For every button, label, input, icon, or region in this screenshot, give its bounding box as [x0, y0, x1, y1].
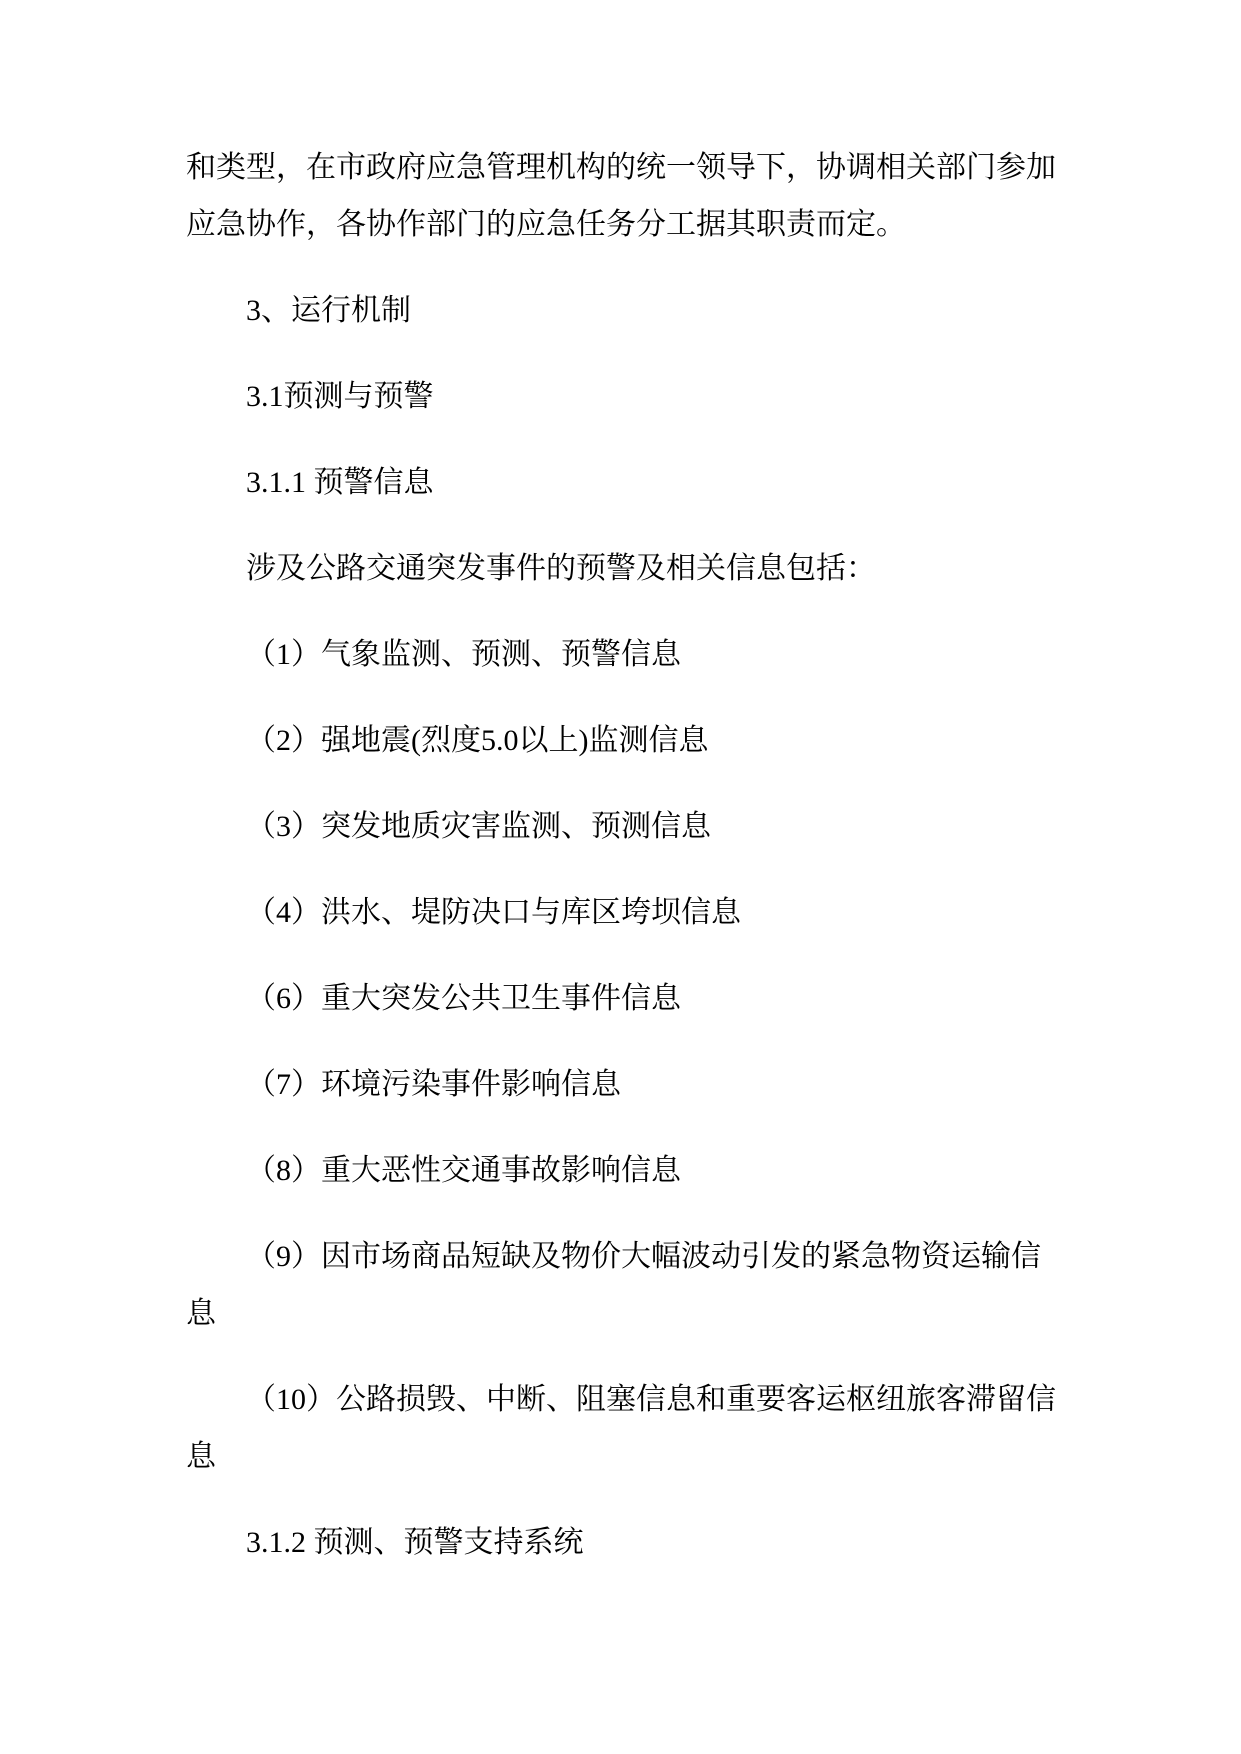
paragraph-item-9: （9）因市场商品短缺及物价大幅波动引发的紧急物资运输信息 — [186, 1240, 1041, 1330]
paragraph-item-3: （3）突发地质灾害监测、预测信息 — [246, 810, 711, 843]
paragraph-heading-3: 3、运行机制 — [246, 294, 411, 327]
paragraph-heading-3-1-2: 3.1.2 预测、预警支持系统 — [246, 1526, 584, 1559]
document-body — [186, 139, 1064, 1600]
paragraph-item-8: （8）重大恶性交通事故影响信息 — [246, 1154, 681, 1187]
paragraph-item-10: （10）公路损毁、中断、阻塞信息和重要客运枢纽旅客滞留信息 — [186, 1383, 1056, 1473]
paragraph-continuation-paragraph: 和类型，在市政府应急管理机构的统一领导下，协调相关部门参加应急协作，各协作部门的应急任务分工据其职责而定。 — [186, 151, 1056, 241]
paragraph-heading-3-1-1: 3.1.1 预警信息 — [246, 466, 434, 499]
paragraph-heading-3-1: 3.1预测与预警 — [246, 380, 434, 413]
paragraph-item-6: （6）重大突发公共卫生事件信息 — [246, 982, 681, 1015]
paragraph-item-2: （2）强地震(烈度5.0以上)监测信息 — [246, 724, 709, 757]
paragraph-item-1: （1）气象监测、预测、预警信息 — [246, 638, 681, 671]
paragraph-item-4: （4）洪水、堤防决口与库区垮坝信息 — [246, 896, 741, 929]
paragraph-item-7: （7）环境污染事件影响信息 — [246, 1068, 621, 1101]
paragraph-intro-sentence: 涉及公路交通突发事件的预警及相关信息包括： — [246, 552, 876, 585]
